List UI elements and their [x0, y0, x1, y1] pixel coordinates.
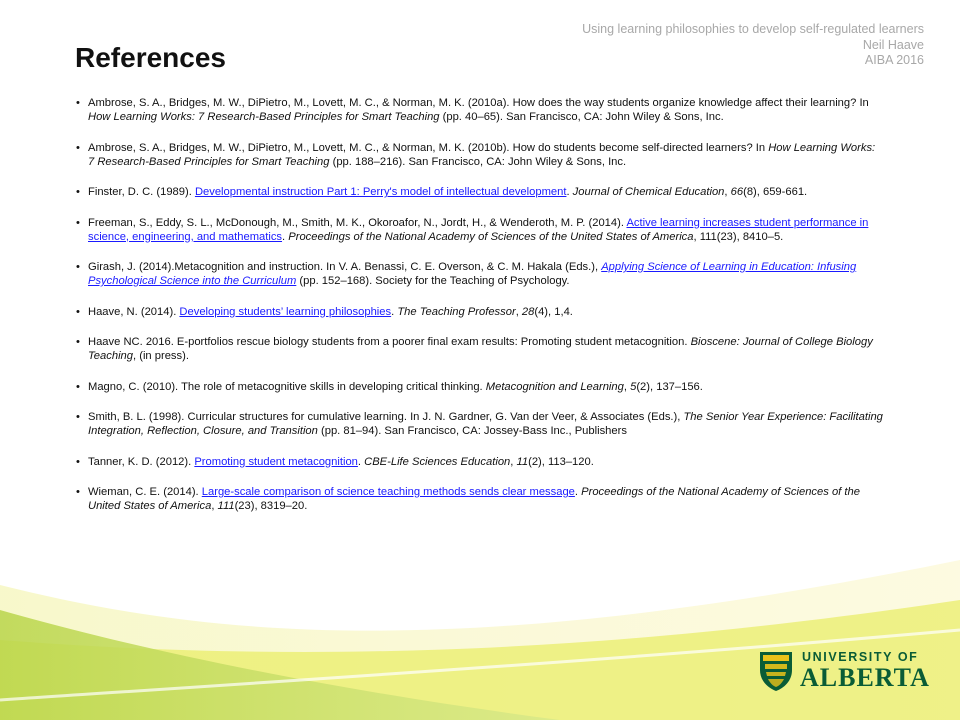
reference-item	[76, 380, 884, 394]
reference-italic-text: The Teaching Professor	[397, 305, 516, 318]
reference-link[interactable]: Developmental instruction Part 1: Perry's model of intellectual development	[194, 186, 567, 198]
reference-item	[76, 410, 884, 438]
reference-text: Finster, D. C. (1989).	[88, 186, 195, 198]
reference-text: .	[282, 230, 289, 243]
reference-text: .	[391, 305, 398, 318]
reference-italic-text: 111	[217, 500, 235, 512]
reference-link[interactable]: Active learning increases student performance in science, engineering, and mathematics	[88, 216, 869, 243]
reference-item	[76, 185, 884, 199]
reference-text: (pp. 40–65). San Francisco, CA: John Wiley & Sons, Inc.	[439, 111, 724, 123]
reference-italic-text: How Learning Works: 7 Research-Based Principles for Smart Teaching	[88, 111, 440, 123]
reference-text: (pp. 81–94). San Francisco, CA: Jossey-Bass Inc., Publishers	[317, 425, 627, 437]
reference-italic-text: Bioscene: Journal of College Biology Teaching	[88, 336, 873, 362]
bullet-icon: •	[76, 336, 80, 348]
presentation-title: Using learning philosophies to develop self-regulated learners	[582, 22, 924, 36]
reference-link[interactable]: Applying Science of Learning in Education: Infusing Psychological Science into the Curriculum	[88, 261, 857, 287]
reference-text: (pp. 152–168). Society for the Teaching of Psychology.	[296, 275, 570, 287]
reference-italic-text: 66	[730, 186, 744, 198]
reference-link[interactable]: Developing students’ learning philosophies	[179, 305, 392, 318]
reference-item	[76, 96, 884, 124]
event-name: AIBA 2016	[864, 53, 924, 67]
reference-text: (8), 659-661.	[743, 186, 808, 198]
reference-italic-text: The Senior Year Experience: Facilitating Integration, Reflection, Closure, and Transition	[88, 411, 883, 437]
reference-italic-text: CBE-Life Sciences Education	[364, 455, 511, 468]
reference-text: , (in press).	[133, 350, 189, 362]
reference-text: Haave NC. 2016. E-portfolios rescue biology students from a poorer final exam results: Promoting student metacognition.	[88, 336, 691, 348]
bullet-icon: •	[76, 455, 80, 468]
reference-text: .	[357, 455, 365, 468]
reference-text: Smith, B. L. (1998). Curricular structures for cumulative learning. In J. N. Gardner, G. Van der Veer, & Associates (Eds.),	[88, 411, 684, 423]
reference-italic-text: 5	[630, 380, 637, 393]
reference-text: , 111(23), 8410–5.	[693, 230, 784, 243]
reference-text: Girash, J. (2014).Metacognition and instruction. In V. A. Benassi, C. E. Overson, & C. M. Hakala (Eds.),	[88, 261, 602, 273]
reference-item	[76, 455, 884, 469]
bullet-icon: •	[76, 97, 80, 109]
bullet-icon: •	[76, 411, 80, 423]
reference-list	[76, 96, 884, 530]
reference-link[interactable]: Promoting student metacognition	[194, 455, 358, 468]
reference-item	[76, 335, 884, 363]
bullet-icon: •	[76, 305, 80, 318]
reference-text: (pp. 188–216). San Francisco, CA: John Wiley & Sons, Inc.	[329, 155, 627, 168]
reference-text: ,	[515, 305, 522, 318]
bullet-icon: •	[76, 380, 80, 393]
presentation-info	[582, 22, 924, 69]
logo-line-university: UNIVERSITY OF	[802, 650, 919, 664]
bullet-icon: •	[76, 216, 80, 229]
reference-item	[76, 260, 884, 288]
reference-item	[76, 141, 884, 169]
reference-italic-text: Metacognition and Learning	[485, 380, 624, 393]
reference-text: (23), 8319–20.	[234, 500, 308, 512]
reference-item	[76, 216, 884, 244]
reference-text: Freeman, S., Eddy, S. L., McDonough, M., Smith, M. K., Okoroafor, N., Jordt, H., & Wenderoth, M. P. (2014).	[88, 216, 627, 229]
reference-text: ,	[211, 500, 218, 512]
reference-text: (4), 1,4.	[534, 305, 573, 318]
reference-item	[76, 485, 884, 513]
bullet-icon: •	[76, 141, 80, 154]
reference-italic-text: Journal of Chemical Education	[572, 186, 725, 198]
logo-line-alberta: ALBERTA	[800, 663, 930, 692]
reference-text: Tanner, K. D. (2012).	[88, 455, 195, 468]
slide-title: References	[75, 42, 226, 73]
reference-text: (2), 137–156.	[636, 380, 703, 393]
reference-italic-text: 28	[521, 305, 535, 318]
reference-text: (2), 113–120.	[528, 455, 594, 468]
reference-link[interactable]: Large-scale comparison of science teaching methods sends clear message	[201, 486, 575, 498]
university-logo	[758, 646, 930, 694]
reference-italic-text: Proceedings of the National Academy of Sciences of the United States of America	[88, 486, 860, 512]
reference-italic-text: How Learning Works: 7 Research-Based Principles for Smart Teaching	[88, 141, 876, 168]
reference-text: ,	[510, 455, 517, 468]
bullet-icon: •	[76, 186, 80, 198]
reference-italic-text: Proceedings of the National Academy of Sciences of the United States of America	[288, 230, 694, 243]
reference-text: .	[574, 486, 582, 498]
reference-text: ,	[724, 186, 731, 198]
bullet-icon: •	[76, 261, 80, 273]
reference-item	[76, 305, 884, 319]
reference-text: Magno, C. (2010). The role of metacognitive skills in developing critical thinking.	[88, 380, 486, 393]
reference-text: ,	[623, 380, 631, 393]
reference-text: .	[566, 186, 573, 198]
bullet-icon: •	[76, 486, 80, 498]
reference-text: Haave, N. (2014).	[88, 305, 180, 318]
reference-italic-text: 11	[516, 455, 529, 468]
reference-text: Wieman, C. E. (2014).	[88, 486, 202, 498]
presenter-name: Neil Haave	[862, 37, 924, 52]
shield-icon	[758, 648, 794, 692]
reference-text: Ambrose, S. A., Bridges, M. W., DiPietro, M., Lovett, M. C., & Norman, M. K. (2010a). How does the way students organize knowledge affect their learning? In	[88, 97, 869, 109]
reference-text: Ambrose, S. A., Bridges, M. W., DiPietro, M., Lovett, M. C., & Norman, M. K. (2010b). How do students become self-directed learners? In	[88, 141, 769, 154]
